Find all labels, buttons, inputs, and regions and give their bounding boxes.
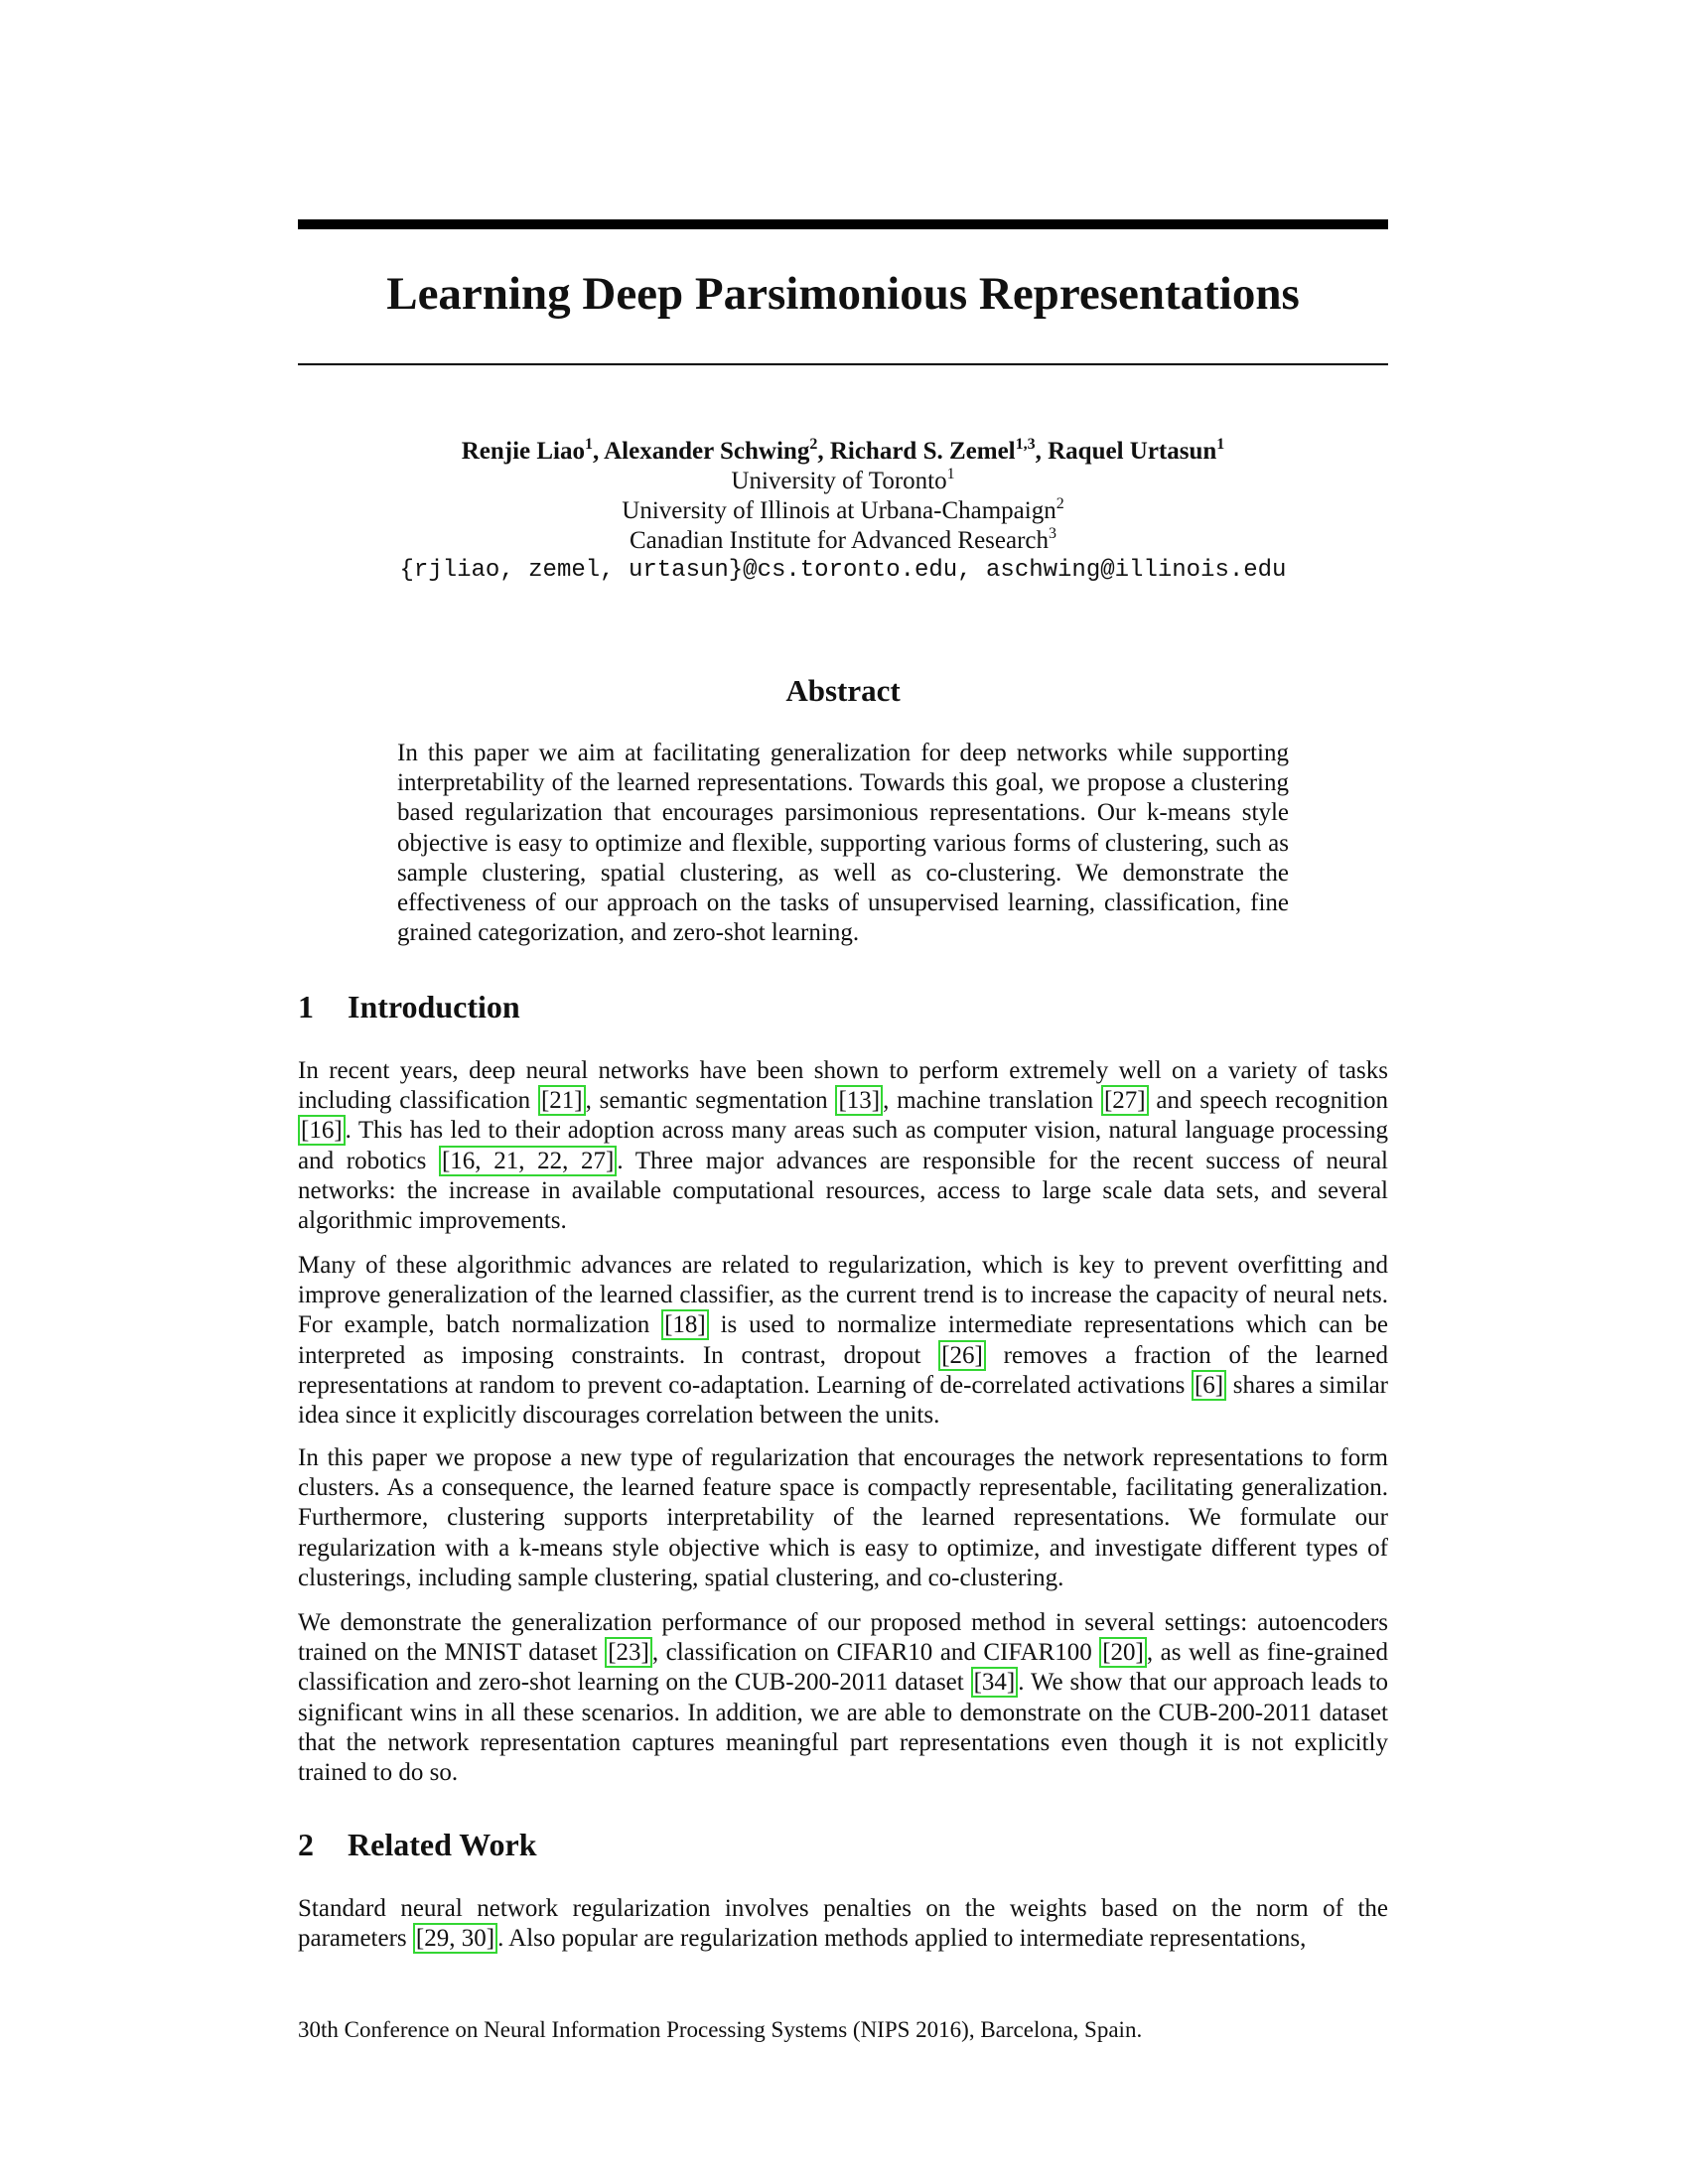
author-name: Renjie Liao [461, 438, 585, 465]
paper-title: Learning Deep Parsimonious Representations [386, 268, 1300, 320]
author-name: Alexander Schwing [604, 438, 810, 465]
intro-paragraph-4: We demonstrate the generalization performance of our proposed method in several settings: autoencoders trained on the MNIST dataset [23] , classification on CIFAR10 and CIFAR100 [20] , as well as fine-grained classification and zero-shot learning on the CUB-200-2011 dataset [34] . We show that our approach leads to significant wins in all these scenarios. In addition, we are able to demonstrate on the CUB-200-2011 dataset that the network representation captures meaningful part representations even though it is not explicitly trained to do so. [298, 1609, 1388, 1787]
intro-paragraph-3: In this paper we propose a new type of regularization that encourages the network representations to form clusters. As a consequence, the learned feature space is compactly representable, facilitating generalization. Furthermore, clustering supports interpretability of the learned representations. We formulate our regularization with a k-means style objective which is easy to optimize, and investigate different types of clusterings, including sample clustering, spatial clustering, and co-clustering. [298, 1444, 1388, 1591]
author-name: Richard S. Zemel [829, 438, 1016, 465]
affiliation: Canadian Institute for Advanced Research$^3$ [629, 525, 1057, 554]
citation-link[interactable]: [21] [538, 1085, 586, 1116]
abstract-heading: Abstract [785, 673, 901, 708]
section-heading-related-work [298, 1825, 537, 1864]
citation-link[interactable]: [27] [1101, 1085, 1149, 1116]
affiliation: University of Illinois at Urbana-Champaign$^2$ [622, 495, 1064, 524]
author-separator: , [1035, 438, 1049, 465]
author-emails: {rjliao, zemel, urtasun}@cs.toronto.edu, aschwing@illinois.edu [399, 557, 1287, 584]
citation-link[interactable]: [16, 21, 22, 27] [439, 1146, 617, 1176]
author-sup: 1 [585, 436, 593, 453]
citation-link[interactable]: [13] [835, 1085, 883, 1116]
section-heading-introduction [298, 987, 520, 1026]
section-title: Related Work [348, 1827, 537, 1862]
intro-paragraph-2: Many of these algorithmic advances are related to regularization, which is key to prevent overfitting and improve generalization of the learned classifier, as the current trend is to increase the capacity of neural nets. For example, batch normalization [18] is used to normalize intermediate representations which can be interpreted as imposing constraints. In contrast, dropout [26] removes a fraction of the learned representations at random to prevent co-adaptation. Learning of de-correlated activations [6] shares a similar idea since it explicitly discourages correlation between the units. [298, 1252, 1389, 1430]
author-names [298, 437, 1388, 467]
intro-paragraph-1: In recent years, deep neural networks have been shown to perform extremely well on a variety of tasks including classification [21] , semantic segmentation [13] , machine translation [27] and speech recognition [16] . This has led to their adoption across many areas such as computer vision, natural language processing and robotics [16, 21, 22, 27] . Three major advances are responsible for the recent success of neural networks: the increase in available computational resources, access to large scale data sets, and several algorithmic improvements. [298, 1057, 1389, 1235]
author-sup: 2 [809, 436, 818, 453]
author-name: Raquel Urtasun [1048, 438, 1217, 465]
author-sup: 1 [1216, 436, 1225, 453]
abstract-text: In this paper we aim at facilitating generalization for deep networks while supporting interpretability of the learned representations. Towards this goal, we propose a clustering based regularization that encourages parsimonious representations. Our k-means style objective is easy to optimize and flexible, supporting various forms of clustering, such as sample clustering, spatial clustering, as well as co-clustering. We demonstrate the effectiveness of our approach on the tasks of unsupervised learning, classification, fine grained categorization, and zero-shot learning. [397, 740, 1289, 947]
citation-link[interactable]: [18] [661, 1309, 709, 1340]
citation-link[interactable]: [26] [938, 1340, 986, 1371]
author-separator: , [817, 438, 830, 465]
citation-link[interactable]: [34] [971, 1667, 1019, 1698]
citation-link[interactable]: [16] [298, 1115, 346, 1146]
title-bottom-rule [298, 363, 1388, 365]
section-number: 2 [298, 1827, 314, 1862]
section-number: 1 [298, 989, 314, 1024]
citation-link[interactable]: [6] [1192, 1370, 1226, 1401]
author-sup: 1,3 [1015, 436, 1036, 453]
conference-footnote: 30th Conference on Neural Information Processing Systems (NIPS 2016), Barcelona, Spain. [298, 2017, 1143, 2042]
affiliation: University of Toronto$^1$ [731, 466, 955, 494]
title-top-rule [298, 219, 1388, 229]
author-separator: , [593, 438, 605, 465]
citation-link[interactable]: [29, 30] [413, 1923, 497, 1954]
section-title: Introduction [348, 989, 520, 1024]
citation-link[interactable]: [20] [1099, 1637, 1147, 1668]
citation-link[interactable]: [23] [605, 1637, 652, 1668]
related-paragraph-1: Standard neural network regularization involves penalties on the weights based on the norm of the parameters [29, 30] . Also popular are regularization methods applied to intermediate representations, [298, 1895, 1388, 1953]
author-block [298, 437, 1388, 586]
